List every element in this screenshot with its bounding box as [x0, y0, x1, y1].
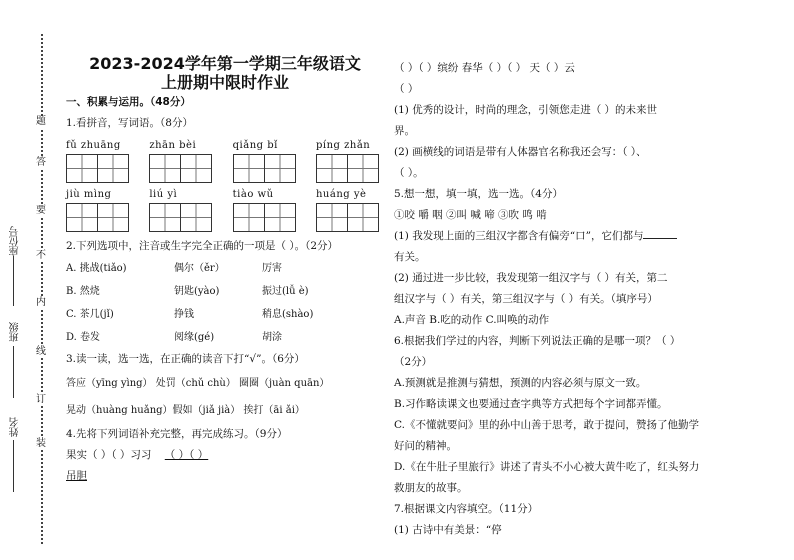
binding-word: 答	[36, 157, 46, 168]
writing-box[interactable]	[347, 203, 379, 232]
binding-word: 线	[36, 346, 46, 357]
q5-sub2-a[interactable]: (2) 通过进一步比较，我发现第一组汉字与（ ）有关，第二	[394, 272, 668, 284]
class-label: 班级	[10, 322, 21, 342]
q6-option-a[interactable]: A.预测就是推测与猜想，预测的内容必须与原文一致。	[394, 377, 647, 389]
q2-text: 2.下列选项中，注音或生字完全正确的一项是（ ）。（2分）	[66, 240, 339, 252]
writing-box[interactable]	[347, 154, 379, 183]
r-line-3[interactable]: (1) 优秀的设计，时尚的理念，引领您走进（ ）的未来世	[394, 104, 658, 116]
r-line-6[interactable]: （ ）。	[394, 167, 424, 179]
q7-text: 7.根据课文内容填空。（11分）	[394, 503, 539, 515]
writing-box[interactable]	[97, 154, 129, 183]
left-column	[66, 54, 384, 487]
pinyin-group	[316, 140, 378, 183]
writing-box[interactable]	[97, 203, 129, 232]
q2-option-c1[interactable]: C. 茶几(jǐ)	[66, 309, 114, 320]
pinyin-row-2	[66, 189, 378, 232]
section-1-heading: 一、积累与运用。（48分）	[66, 96, 191, 108]
pinyin-group	[66, 140, 128, 183]
writing-box[interactable]	[316, 203, 348, 232]
q3-text: 3.读一读，选一选，在正确的读音下打“√”。（6分）	[66, 353, 305, 365]
q5-sub1	[394, 226, 724, 247]
q2-option-b3: 振过(lǚ è)	[262, 286, 309, 297]
right-column	[394, 58, 724, 541]
q2-option-a1[interactable]: A. 挑战(tiǎo)	[66, 263, 127, 274]
q2-option-d3: 胡涂	[262, 332, 282, 343]
q4-line-1	[66, 445, 384, 466]
binding-word: 装	[36, 438, 46, 449]
page-title	[66, 54, 384, 92]
q2-options	[66, 257, 384, 349]
q6-option-d-1[interactable]: D.《在牛肚子里旅行》讲述了青头不小心被大黄牛吃了，红头努力	[394, 461, 700, 473]
q4-word: 吊胆	[66, 470, 87, 482]
pinyin-label: huáng yè	[315, 189, 367, 200]
q5-sub1-end: 有关。	[394, 251, 426, 263]
q3-line-1[interactable]: 答应（yīng yìng） 处罚（chǔ chù） 圈圈（juàn quān）	[66, 378, 330, 389]
name-line[interactable]	[13, 440, 14, 492]
writing-box[interactable]	[180, 203, 212, 232]
pinyin-group	[316, 189, 378, 232]
q2-option-c2: 挣钱	[174, 309, 194, 320]
writing-box[interactable]	[149, 154, 181, 183]
pinyin-group	[233, 189, 295, 232]
r-line-5[interactable]: (2) 画横线的词语是带有人体器官名称我还会写：（ ）、	[394, 146, 647, 158]
q2-option-b2: 钥匙(yào)	[174, 286, 220, 297]
pinyin-group	[66, 189, 128, 232]
q6-text: 6.根据我们学过的内容，判断下列说法正确的是哪一项？（ ）	[394, 335, 681, 347]
q4-line-2	[66, 466, 384, 487]
pinyin-label: liú yì	[149, 189, 178, 200]
seat-number-line[interactable]	[13, 256, 14, 306]
binding-word: 要	[36, 205, 46, 216]
q7-sub1[interactable]: (1) 古诗中有美景：“停	[394, 524, 502, 536]
seat-number-label: 座位号	[10, 226, 21, 256]
q4-blanks-a[interactable]: 果实（ ）（ ）习习	[66, 449, 152, 461]
writing-box[interactable]	[233, 203, 265, 232]
pinyin-label: jiù mìng	[66, 189, 112, 200]
r-line-4: 界。	[394, 125, 415, 137]
pinyin-group	[149, 189, 211, 232]
binding-word: 内	[36, 297, 46, 308]
pinyin-label: fǔ zhuāng	[66, 140, 121, 151]
writing-box[interactable]	[264, 154, 296, 183]
writing-box[interactable]	[149, 203, 181, 232]
pinyin-group	[233, 140, 295, 183]
q4-text: 4.先将下列词语补充完整，再完成练习。（9分）	[66, 428, 288, 440]
q6-option-c-1[interactable]: C.《不懂就要问》里的孙中山善于思考，敢于提问，赞扬了他勤学	[394, 419, 699, 431]
q3-line-2[interactable]: 晃动（huàng huǎng）假如（jiǎ jià） 挨打（āi ǎi）	[66, 405, 305, 416]
q4-blanks-b[interactable]: （ ）（ ）	[164, 449, 209, 461]
q6-option-d-2: 救朋友的故事。	[394, 482, 468, 494]
pinyin-row-1	[66, 140, 378, 183]
q5-text: 5.想一想，填一填，选一选。（4分）	[394, 188, 563, 200]
q6-option-c-2: 好问的精神。	[394, 440, 457, 452]
q2-option-a3: 厉害	[262, 263, 282, 274]
class-line[interactable]	[13, 346, 14, 398]
name-label: 姓名	[10, 417, 21, 437]
writing-box[interactable]	[180, 154, 212, 183]
q5-sub1-text: (1) 我发现上面的三组汉字都含有偏旁“口”，它们都与	[394, 230, 644, 242]
binding-word: 不	[36, 250, 46, 261]
pinyin-group	[149, 140, 211, 183]
pinyin-label: píng zhǎn	[315, 140, 371, 151]
writing-box[interactable]	[264, 203, 296, 232]
q5-choices: A.声音 B.吃的动作 C.叫唤的动作	[394, 314, 550, 326]
q2-option-b1[interactable]: B. 然烧	[66, 286, 100, 297]
q2-option-c3: 稍息(shào)	[262, 309, 314, 320]
writing-box[interactable]	[316, 154, 348, 183]
binding-word: 订	[36, 394, 46, 405]
r-line-1[interactable]: （ ）（ ）缤纷 春华（ ）（ ） 天（ ）云	[394, 62, 575, 74]
q5-sub2-b[interactable]: 组汉字与（ ）有关，第三组汉字与（ ）有关。（填序号）	[394, 293, 658, 305]
title-line-1: 2023-2024学年第一学期三年级语文	[89, 54, 361, 73]
q2-option-d1[interactable]: D. 卷发	[66, 332, 101, 343]
dotted-binding-line	[41, 34, 43, 544]
q5-sub1-blank[interactable]	[643, 228, 677, 239]
q1-text: 1.看拼音，写词语。（8分）	[66, 117, 193, 129]
writing-box[interactable]	[66, 203, 98, 232]
pinyin-label: tiào wǔ	[232, 189, 274, 200]
pinyin-label: zhān bèi	[149, 140, 197, 151]
writing-box[interactable]	[66, 154, 98, 183]
q2-option-d2: 阅缘(gé)	[174, 332, 215, 343]
writing-box[interactable]	[233, 154, 265, 183]
binding-word: 题	[36, 116, 46, 127]
r-line-2[interactable]: （ ）	[394, 83, 419, 95]
q5-options: ①咬 嚼 咽 ②叫 喊 啼 ③吹 鸣 啃	[394, 209, 547, 221]
title-line-2: 上册期中限时作业	[160, 73, 289, 92]
q6-points: （2分）	[394, 356, 433, 368]
pinyin-label: qiǎng bǐ	[232, 140, 278, 151]
q2-option-a2: 偶尔（ěr）	[174, 263, 225, 274]
q6-option-b[interactable]: B.习作略读课文也要通过查字典等方式把每个字词都弄懂。	[394, 398, 668, 410]
binding-margin	[0, 0, 62, 560]
